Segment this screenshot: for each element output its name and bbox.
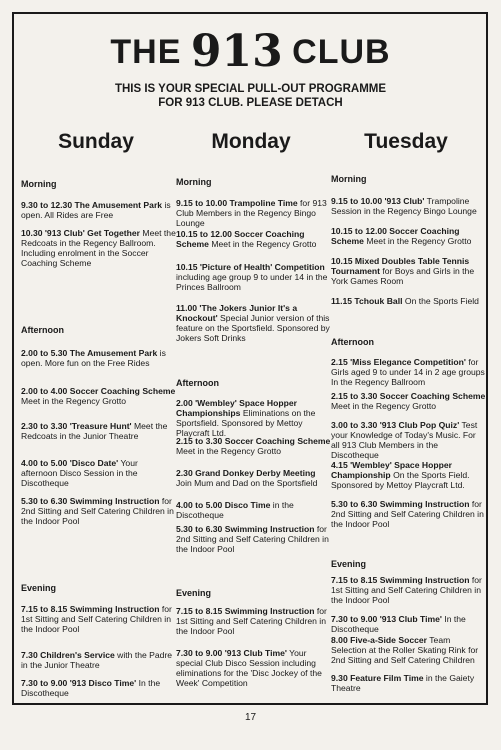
section-label: Evening bbox=[331, 559, 367, 569]
section-label: Morning bbox=[21, 179, 57, 189]
section-label: Evening bbox=[176, 588, 212, 598]
schedule-entry: 11.00 'The Jokers Junior It's a Knockout' Special Junior version of this feature on the Sportsfield. Sponsored by Jokers Soft Drinks bbox=[176, 303, 330, 343]
schedule-entry: 10.15 Mixed Doubles Table Tennis Tournament for Boys and Girls in the York Games Room bbox=[331, 256, 475, 286]
schedule-entry: 10.15 to 12.00 Soccer Coaching Scheme Meet in the Regency Grotto bbox=[331, 226, 472, 246]
schedule-entry: 4.00 to 5.00 'Disco Date' Your afternoon Disco Session in the Discotheque bbox=[21, 458, 138, 488]
schedule-entry: 5.30 to 6.30 Swimming Instruction for 2nd Sitting and Self Catering Children in the Indoor Pool bbox=[176, 524, 329, 554]
schedule-entry: 2.15 to 3.30 Soccer Coaching Scheme Meet in the Regency Grotto bbox=[176, 436, 331, 456]
day-heading-monday: Monday bbox=[211, 130, 291, 153]
schedule-entry: 2.30 Grand Donkey Derby Meeting Join Mum and Dad on the Sportsfield bbox=[176, 468, 318, 488]
schedule-entry: 5.30 to 6.30 Swimming Instruction for 2nd Sitting and Self Catering Children in the Indoor Pool bbox=[331, 499, 484, 529]
schedule-entry: 11.15 Tchouk Ball On the Sports Field bbox=[331, 296, 479, 306]
schedule-entry: 9.30 to 12.30 The Amusement Park is open. All Rides are Free bbox=[21, 200, 171, 220]
schedule-entry: 7.30 to 9.00 '913 Disco Time' In the Discotheque bbox=[21, 678, 161, 698]
schedule-entry: 2.30 to 3.30 'Treasure Hunt' Meet the Redcoats in the Junior Theatre bbox=[21, 421, 168, 441]
section-label: Morning bbox=[176, 177, 212, 187]
schedule-entry: 8.00 Five-a-Side Soccer Team Selection at the Roller Skating Rink for 2nd Sitting and Self Catering Children bbox=[331, 635, 479, 665]
schedule-entry: 4.00 to 5.00 Disco Time in the Discotheque bbox=[176, 500, 294, 520]
schedule-entry: 2.00 'Wembley' Space Hopper Championships Eliminations on the Sportsfield. Sponsored by Mettoy Playcraft Ltd. bbox=[176, 398, 316, 438]
page-title bbox=[0, 26, 501, 77]
schedule-entry: 2.00 to 5.30 The Amusement Park is open. More fun on the Free Rides bbox=[21, 348, 166, 368]
subtitle-line-2: FOR 913 CLUB. PLEASE DETACH bbox=[158, 97, 343, 109]
page-number: 17 bbox=[244, 712, 257, 723]
schedule-entry: 9.15 to 10.00 Trampoline Time for 913 Club Members in the Regency Bingo Lounge bbox=[176, 198, 327, 228]
section-label: Evening bbox=[21, 583, 57, 593]
day-heading-sunday: Sunday bbox=[58, 130, 134, 153]
section-label: Morning bbox=[331, 174, 367, 184]
schedule-entry: 10.15 'Picture of Health' Competition including age group 9 to under 14 in the Princes Ballroom bbox=[176, 262, 328, 292]
schedule-entry: 7.15 to 8.15 Swimming Instruction for 1st Sitting and Self Catering Children in the Indoor Pool bbox=[21, 604, 172, 634]
schedule-entry: 10.30 '913 Club' Get Together Meet the Redcoats in the Regency Ballroom. Including enrolment in the Soccer Coaching Scheme bbox=[21, 228, 176, 268]
schedule-entry: 7.30 to 9.00 '913 Club Time' In the Discotheque bbox=[331, 614, 466, 634]
schedule-entry: 10.15 to 12.00 Soccer Coaching Scheme Meet in the Regency Grotto bbox=[176, 229, 317, 249]
schedule-entry: 2.15 'Miss Elegance Competition' for Girls aged 9 to under 14 in 2 age groups In the Regency Ballroom bbox=[331, 357, 485, 387]
schedule-entry: 9.30 Feature Film Time in the Gaiety Theatre bbox=[331, 673, 475, 693]
schedule-entry: 3.00 to 3.30 '913 Club Pop Quiz' Test your Knowledge of Today's Music. For all 913 Club Members in the Discotheque bbox=[331, 420, 478, 460]
title-number: 913 bbox=[190, 26, 283, 77]
schedule-entry: 7.15 to 8.15 Swimming Instruction for 1st Sitting and Self Catering Children in the Indoor Pool bbox=[176, 606, 327, 636]
subtitle bbox=[0, 82, 501, 110]
schedule-entry: 5.30 to 6.30 Swimming Instruction for 2nd Sitting and Self Catering Children in the Indoor Pool bbox=[21, 496, 174, 526]
schedule-entry: 7.15 to 8.15 Swimming Instruction for 1st Sitting and Self Catering Children in the Indoor Pool bbox=[331, 575, 482, 605]
schedule-entry: 4.15 'Wembley' Space Hopper Championship On the Sports Field. Sponsored by Mettoy Playcraft Ltd. bbox=[331, 460, 470, 490]
schedule-entry: 2.00 to 4.00 Soccer Coaching Scheme Meet in the Regency Grotto bbox=[21, 386, 176, 406]
schedule-entry: 7.30 to 9.00 '913 Club Time' Your special Club Disco Session including eliminations for the 'Disc Jockey of the Week' Competition bbox=[176, 648, 322, 688]
schedule-entry: 2.15 to 3.30 Soccer Coaching Scheme Meet in the Regency Grotto bbox=[331, 391, 486, 411]
section-label: Afternoon bbox=[21, 325, 64, 335]
schedule-entry: 7.30 Children's Service with the Padre in the Junior Theatre bbox=[21, 650, 173, 670]
title-the: THE bbox=[110, 33, 182, 71]
title-club: CLUB bbox=[292, 33, 391, 71]
subtitle-line-1: THIS IS YOUR SPECIAL PULL-OUT PROGRAMME bbox=[114, 83, 387, 95]
day-heading-tuesday: Tuesday bbox=[364, 130, 448, 153]
schedule-entry: 9.15 to 10.00 '913 Club' Trampoline Session in the Regency Bingo Lounge bbox=[331, 196, 477, 216]
section-label: Afternoon bbox=[331, 337, 374, 347]
section-label: Afternoon bbox=[176, 378, 219, 388]
